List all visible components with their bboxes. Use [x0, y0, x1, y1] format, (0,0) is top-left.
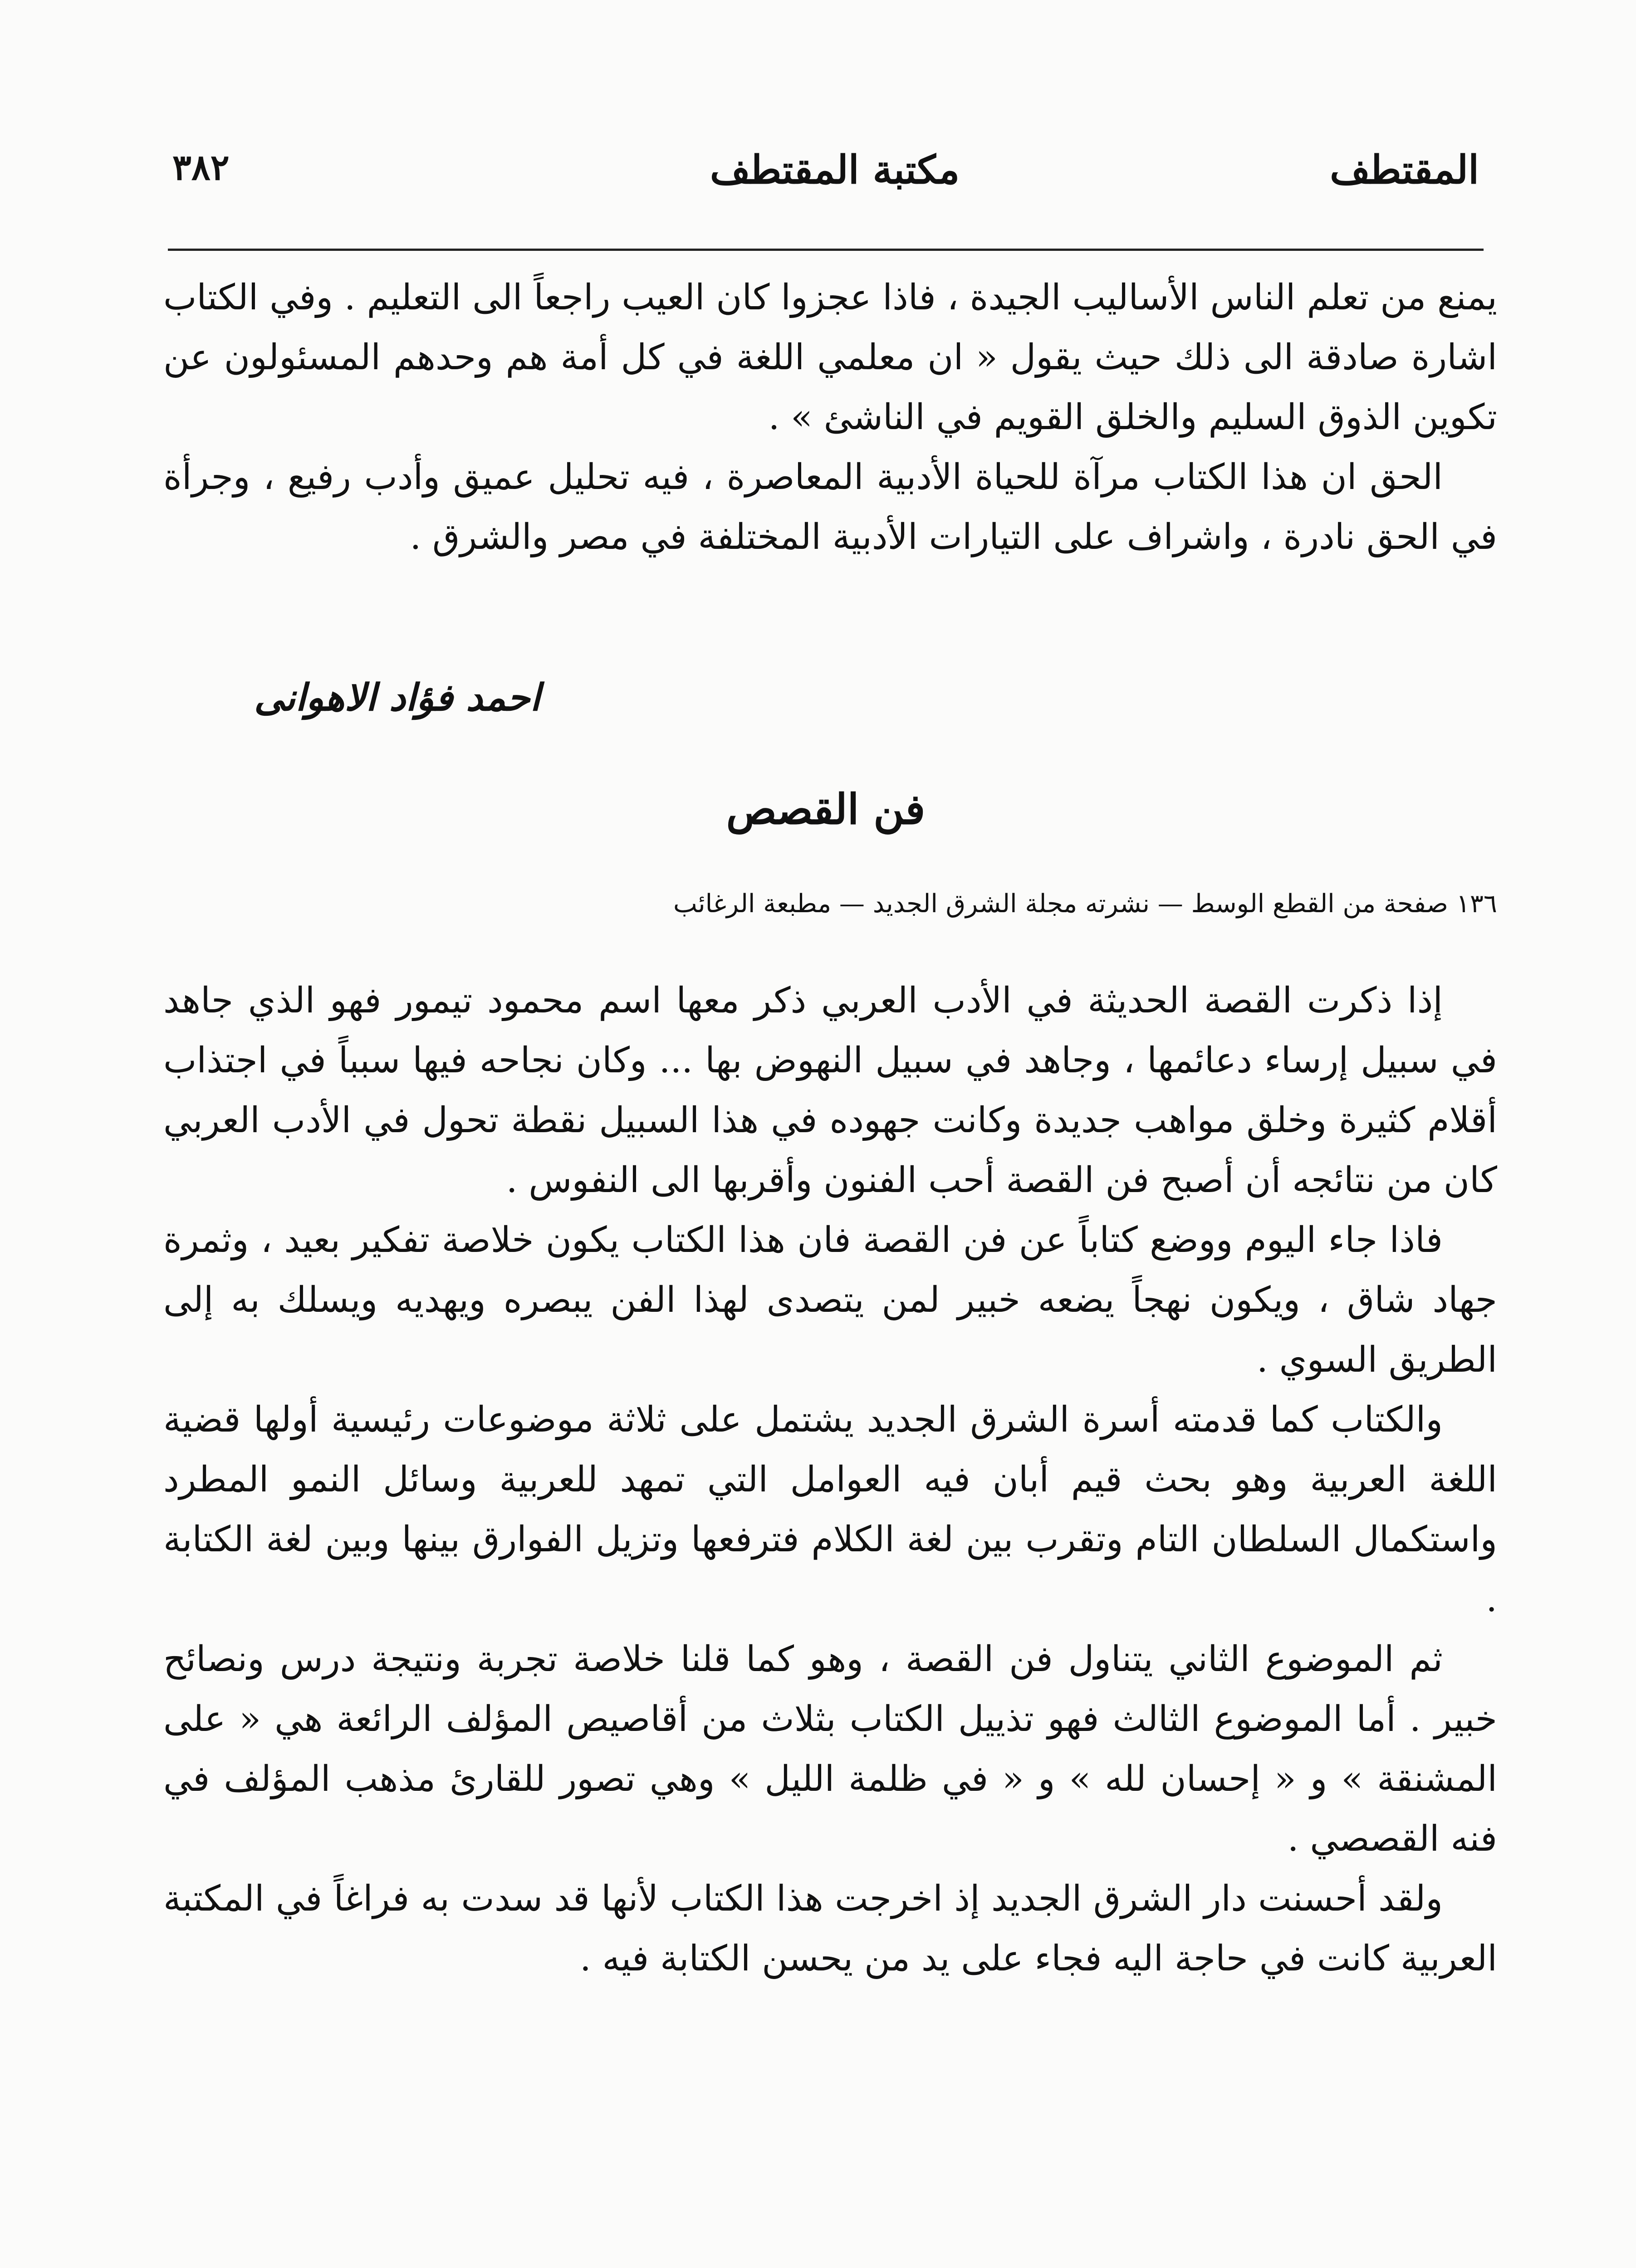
journal-title: المقتطف: [1330, 147, 1479, 193]
section-title: فن القصص: [726, 785, 926, 834]
review-continuation-paragraph: يمنع من تعلم الناس الأساليب الجيدة ، فاذا عجزوا كان العيب راجعاً الى التعليم . وفي الكتاب اشارة صادقة الى ذلك حيث يقول « ان معلمي اللغة في كل أمة هم وحدهم المسئولون عن تكوين الذوق السليم والخلق القويم في الناشئ » .: [163, 277, 1497, 438]
page-number: ٣٨٢: [172, 147, 230, 188]
review-paragraph: إذا ذكرت القصة الحديثة في الأدب العربي ذكر معها اسم محمود تيمور فهو الذي جاهد في سبيل إرساء دعائمها ، وجاهد في سبيل النهوض بها ... وكان نجاحه فيها سبباً في اجتذاب أقلام كثيرة وخلق مواهب جديدة وكانت جهوده في هذا السبيل نقطة تحول في الأدب العربي كان من نتائجه أن أصبح فن القصة أحب الفنون وأقربها الى النفوس .: [163, 980, 1497, 1201]
publication-details: ١٣٦ صفحة من القطع الوسط — نشرته مجلة الشرق الجديد — مطبعة الرغائب: [673, 889, 1497, 919]
review-body: [163, 971, 1497, 1989]
page-header: [163, 136, 1479, 222]
review-paragraph: والكتاب كما قدمته أسرة الشرق الجديد يشتمل على ثلاثة موضوعات رئيسية أولها قضية اللغة العربية وهو بحث قيم أبان فيه العوامل التي تمهد للعربية وسائل النمو المطرد واستكمال السلطان التام وتقرب بين لغة الكلام فترفعها وتزيل الفوارق بينها وبين لغة الكتابة .: [163, 1399, 1497, 1620]
header-divider: [168, 249, 1484, 251]
review-paragraph: ولقد أحسنت دار الشرق الجديد إذ اخرجت هذا الكتاب لأنها قد سدت به فراغاً في المكتبة العربية كانت في حاجة اليه فجاء على يد من يحسن الكتابة فيه .: [163, 1878, 1497, 1979]
review-signature: احمد فؤاد الاهوانى: [254, 676, 540, 719]
previous-review-ending: [163, 268, 1497, 567]
review-paragraph: فاذا جاء اليوم ووضع كتاباً عن فن القصة فان هذا الكتاب يكون خلاصة تفكير بعيد ، وثمرة جهاد شاق ، ويكون نهجاً يضعه خبير لمن يتصدى لهذا الفن يبصره ويهديه ويسلك به إلى الطريق السوي .: [163, 1220, 1497, 1380]
review-conclusion-paragraph: الحق ان هذا الكتاب مرآة للحياة الأدبية المعاصرة ، فيه تحليل عميق وأدب رفيع ، وجرأة في الحق نادرة ، واشراف على التيارات الأدبية المختلفة في مصر والشرق .: [163, 457, 1497, 557]
running-title: مكتبة المقتطف: [710, 147, 960, 193]
review-paragraph: ثم الموضوع الثاني يتناول فن القصة ، وهو كما قلنا خلاصة تجربة ونتيجة درس ونصائح خبير . أما الموضوع الثالث فهو تذييل الكتاب بثلاث من أقاصيص المؤلف الرائعة هي « على المشنقة » و « إحسان لله » و « في ظلمة الليل » وهي تصور للقارئ مذهب المؤلف في فنه القصصي .: [163, 1639, 1497, 1859]
